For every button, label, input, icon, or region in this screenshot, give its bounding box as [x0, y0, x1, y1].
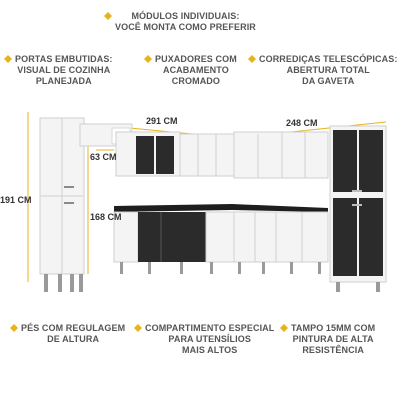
countertop [114, 204, 328, 212]
dimension-width-left: 291 CM [146, 116, 178, 126]
feature-slides-line2: ABERTURA TOTAL [286, 65, 370, 75]
feature-compartment-line1: COMPARTIMENTO ESPECIAL [145, 323, 275, 333]
feature-handles-line1: PUXADORES COM [155, 54, 237, 64]
feature-doors-line2: VISUAL DE COZINHA [17, 65, 111, 75]
feature-modular-line1: MÓDULOS INDIVIDUAIS: [131, 11, 240, 21]
feature-slides-line3: DA GAVETA [302, 76, 355, 86]
feature-compartment-line3: MAIS ALTOS [182, 345, 238, 355]
feature-feet-line2: DE ALTURA [47, 334, 100, 344]
dimension-height-total: 191 CM [0, 195, 32, 205]
feature-slides-line1: CORREDIÇAS TELESCÓPICAS: [259, 54, 398, 64]
tall-cabinet-left [40, 118, 84, 274]
feature-handles-line2: ACABAMENTO [162, 65, 229, 75]
feature-feet-line1: PÉS COM REGULAGEM [21, 323, 126, 333]
dimension-width-right: 248 CM [286, 118, 318, 128]
tall-cabinet-right [330, 126, 386, 282]
dimension-height-tall: 168 CM [90, 212, 122, 222]
feature-handles-line3: CROMADO [171, 76, 220, 86]
feature-countertop-line1: TAMPO 15MM COM [291, 323, 376, 333]
base-cabinets [114, 212, 328, 262]
feature-countertop-line3: RESISTÊNCIA [302, 345, 364, 355]
feature-modular-line2: VOCÊ MONTA COMO PREFERIR [115, 22, 256, 32]
feature-countertop-line2: PINTURA DE ALTA [292, 334, 374, 344]
feature-compartment-line2: PARA UTENSÍLIOS [168, 334, 251, 344]
dimension-depth: 63 CM [90, 152, 117, 162]
feature-doors-line3: PLANEJADA [35, 76, 92, 86]
upper-cabinets-right [234, 130, 328, 178]
feature-doors-line1: PORTAS EMBUTIDAS: [15, 54, 113, 64]
